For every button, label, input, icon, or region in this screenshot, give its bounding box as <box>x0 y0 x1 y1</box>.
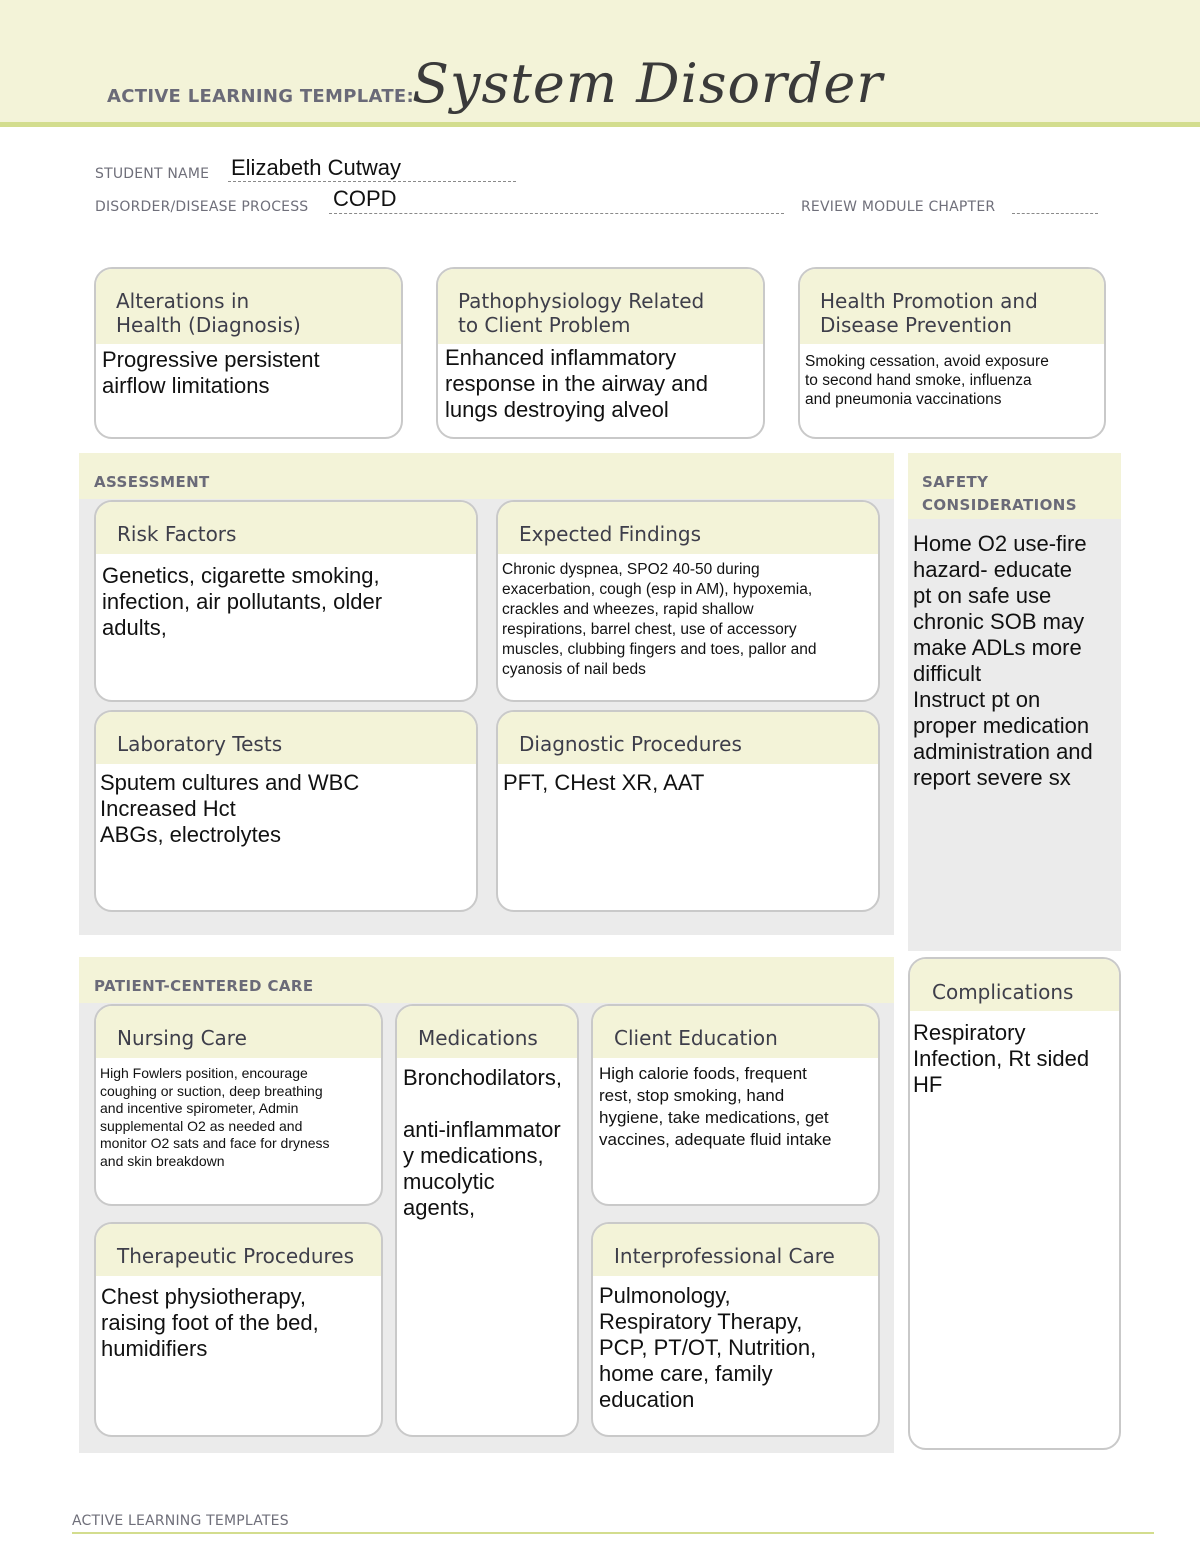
client-education-card <box>591 1004 880 1206</box>
card-title: Alterations in Health (Diagnosis) <box>116 289 301 337</box>
health-promotion-card <box>798 267 1106 439</box>
card-title: Diagnostic Procedures <box>519 732 742 756</box>
medications-text[interactable]: Bronchodilators, anti-inflammator y medications, mucolytic agents, <box>403 1065 562 1220</box>
expected-findings-text[interactable]: Chronic dyspnea, SPO2 40-50 during exacerbation, cough (esp in AM), hypoxemia, crackles and wheezes, rapid shallow respirations, barrel chest, use of accessory muscles, clubbing fingers and toes, pallor and cyanosis of nail beds <box>502 561 817 678</box>
card-title: Nursing Care <box>117 1026 247 1050</box>
alterations-in-health-card <box>94 267 403 439</box>
nursing-care-text[interactable]: High Fowlers position, encourage coughing or suction, deep breathing and incentive spirometer, Admin supplemental O2 as needed and monitor O2 sats and face for dryness and skin breakdown <box>100 1065 330 1169</box>
diagnostic-procedures-card <box>496 710 880 912</box>
disorder-field[interactable]: COPD <box>333 186 397 211</box>
safety-label-line2: CONSIDERATIONS <box>922 496 1077 514</box>
client-education-text[interactable]: High calorie foods, frequent rest, stop smoking, hand hygiene, take medications, get vaccines, adequate fluid intake <box>599 1064 832 1149</box>
laboratory-tests-text[interactable]: Sputem cultures and WBC Increased Hct ABGs, electrolytes <box>100 770 360 847</box>
page-title: System Disorder <box>412 52 884 115</box>
nursing-care-card <box>94 1004 383 1206</box>
pathophysiology-card <box>436 267 765 439</box>
health-promotion-text[interactable]: Smoking cessation, avoid exposure to second hand smoke, influenza and pneumonia vaccinations <box>805 353 1049 408</box>
disorder-line <box>329 213 784 214</box>
laboratory-tests-card <box>94 710 478 912</box>
complications-card <box>908 957 1121 1450</box>
footer-text: ACTIVE LEARNING TEMPLATES <box>72 1513 289 1529</box>
interprofessional-care-card <box>591 1222 880 1437</box>
review-module-field[interactable] <box>1012 213 1098 214</box>
therapeutic-procedures-card <box>94 1222 383 1437</box>
patient-centered-care-label: PATIENT-CENTERED CARE <box>94 977 314 995</box>
template-label: ACTIVE LEARNING TEMPLATE: <box>107 86 414 107</box>
therapeutic-procedures-text[interactable]: Chest physiotherapy, raising foot of the bed, humidifiers <box>101 1284 319 1361</box>
card-title: Laboratory Tests <box>117 732 283 756</box>
card-title: Pathophysiology Related to Client Problem <box>458 289 705 337</box>
diagnostic-procedures-text[interactable]: PFT, CHest XR, AAT <box>503 770 705 795</box>
card-title: Medications <box>418 1026 538 1050</box>
card-title: Expected Findings <box>519 522 701 546</box>
pathophysiology-text[interactable]: Enhanced inflammatory response in the airway and lungs destroying alveol <box>445 345 708 422</box>
safety-considerations-text[interactable]: Home O2 use-fire hazard- educate pt on safe use chronic SOB may make ADLs more difficult Instruct pt on proper medication administration and report severe sx <box>913 531 1093 790</box>
header-divider <box>0 122 1200 127</box>
student-name-line <box>228 181 516 182</box>
card-title: Health Promotion and Disease Prevention <box>820 289 1038 337</box>
footer-divider <box>72 1532 1154 1534</box>
assessment-label: ASSESSMENT <box>94 473 210 491</box>
interprofessional-care-text[interactable]: Pulmonology, Respiratory Therapy, PCP, PT/OT, Nutrition, home care, family education <box>599 1283 817 1412</box>
complications-text[interactable]: Respiratory Infection, Rt sided HF <box>913 1020 1090 1097</box>
alterations-in-health-text[interactable]: Progressive persistent airflow limitations <box>102 347 320 398</box>
card-title: Interprofessional Care <box>614 1244 835 1268</box>
card-title: Client Education <box>614 1026 778 1050</box>
student-name-field[interactable]: Elizabeth Cutway <box>231 155 401 180</box>
card-title: Risk Factors <box>117 522 237 546</box>
review-module-label: REVIEW MODULE CHAPTER <box>801 199 996 215</box>
risk-factors-card <box>94 500 478 702</box>
student-name-label: STUDENT NAME <box>95 166 210 182</box>
disorder-label: DISORDER/DISEASE PROCESS <box>95 199 309 215</box>
card-title: Complications <box>932 980 1074 1004</box>
risk-factors-text[interactable]: Genetics, cigarette smoking, infection, air pollutants, older adults, <box>102 563 383 640</box>
safety-label-line1: SAFETY <box>922 473 989 491</box>
card-title: Therapeutic Procedures <box>117 1244 355 1268</box>
medications-card <box>395 1004 579 1437</box>
expected-findings-card <box>496 500 880 702</box>
